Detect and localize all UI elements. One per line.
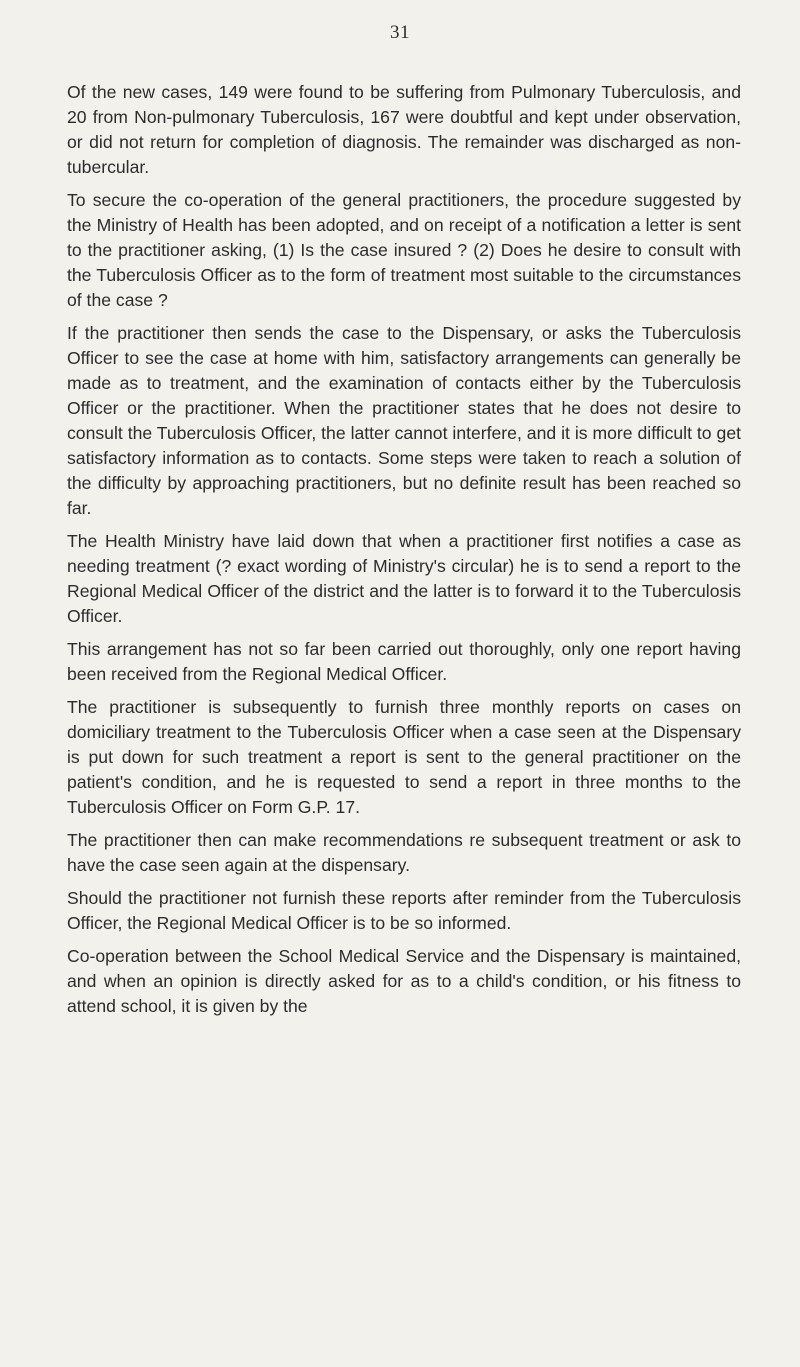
paragraph-arrangement: This arrangement has not so far been carried out thoroughly, only one report having been received from the Regional Medical Officer. — [67, 639, 741, 684]
paragraph-dispensary-referral: If the practitioner then sends the case to the Dispensary, or asks the Tuberculosis Officer to see the case at home with him, satisfactory arrangements can generally be made as to treatment, and the examination of contacts either by the Tuberculosis Officer or the practitioner. When the practitioner states that he does not desire to consult the Tuberculosis Officer, the latter cannot interfere, and it is more difficult to get satisfactory information as to contacts. Some steps were taken to reach a solution of the difficulty by approaching practitioners, but no definite result has been reached so far. — [67, 323, 741, 518]
page-number: 31 — [390, 22, 410, 43]
paragraph-recommendations: The practitioner then can make recommendations re subsequent treatment or ask to have the case seen again at the dispensary. — [67, 830, 741, 875]
paragraph-health-ministry: The Health Ministry have laid down that when a practitioner first notifies a case as needing treatment (? exact wording of Ministry's circular) he is to send a report to the Regional Medical Officer of the district and the latter is to forward it to the Tuberculosis Officer. — [67, 531, 741, 626]
paragraph-monthly-reports: The practitioner is subsequently to furnish three monthly reports on cases on domiciliary treatment to the Tuberculosis Officer when a case seen at the Dispensary is put down for such treatment a report is sent to the general practitioner on the patient's condition, and he is requested to send a report in three months to the Tuberculosis Officer on Form G.P. 17. — [67, 697, 741, 817]
paragraph-cooperation-practitioners: To secure the co-operation of the general practitioners, the procedure suggested by the Ministry of Health has been adopted, and on receipt of a notification a letter is sent to the practitioner asking, (1) Is the case insured ? (2) Does he desire to consult with the Tuberculosis Officer as to the form of treatment most suitable to the circumstances of the case ? — [67, 190, 741, 310]
paragraph-reminder: Should the practitioner not furnish these reports after reminder from the Tuberculosis Officer, the Regional Medical Officer is to be so informed. — [67, 888, 741, 933]
document-body — [67, 80, 741, 1027]
paragraph-new-cases: Of the new cases, 149 were found to be suffering from Pulmonary Tuberculosis, and 20 from Non-pulmonary Tuberculosis, 167 were doubtful and kept under observation, or did not return for completion of diagnosis. The remainder was discharged as non-tubercular. — [67, 82, 741, 177]
paragraph-school-medical-service: Co-operation between the School Medical Service and the Dispensary is maintained, and when an opinion is directly asked for as to a child's condition, or his fitness to attend school, it is given by the — [67, 946, 741, 1016]
